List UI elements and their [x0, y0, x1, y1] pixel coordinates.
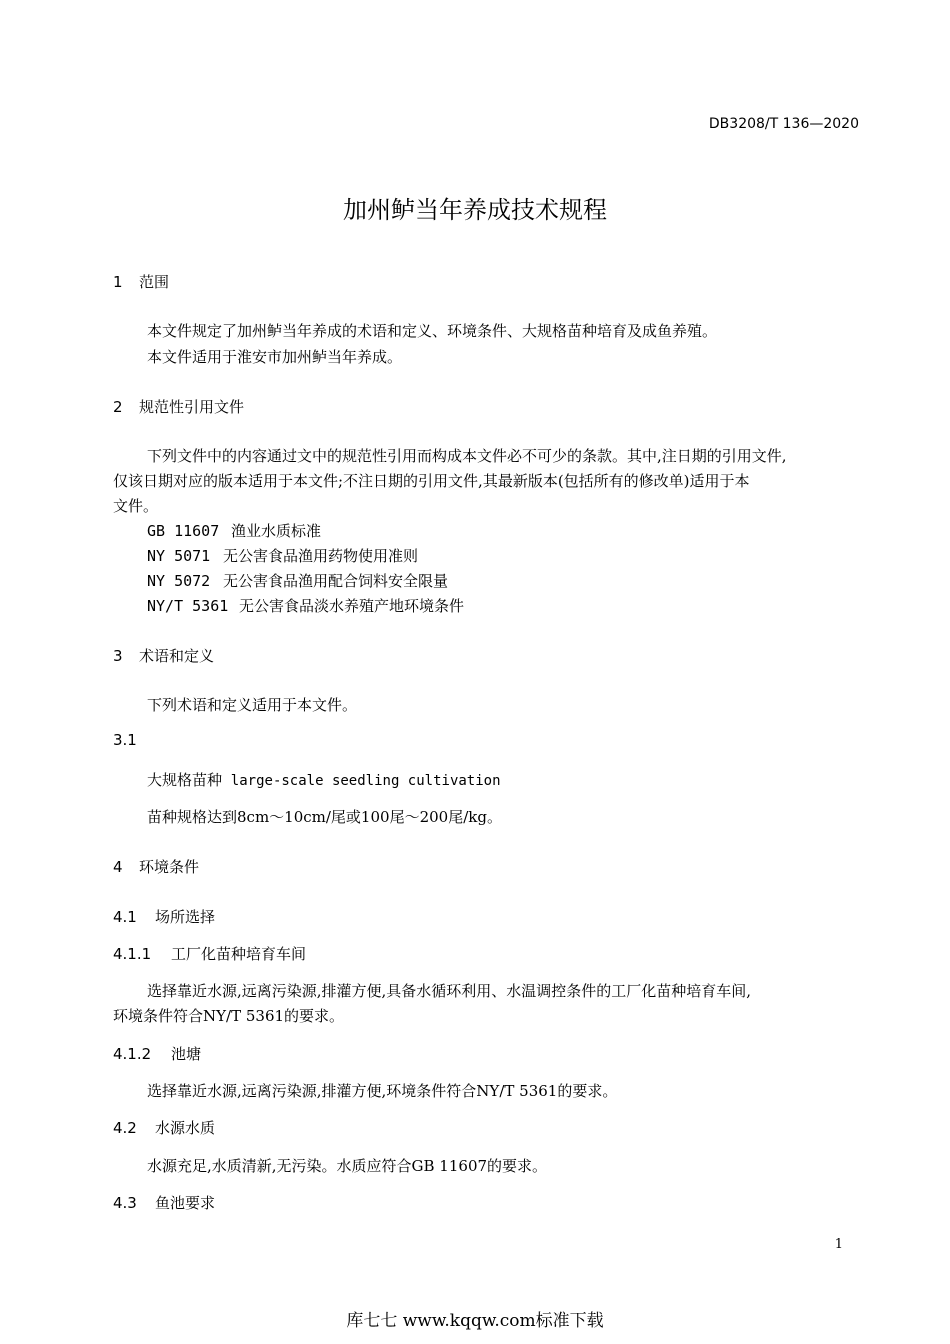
subsection-title: 鱼池要求: [155, 1194, 216, 1212]
subsection-title: 工厂化苗种培育车间: [171, 945, 307, 963]
section-title: 范围: [139, 273, 170, 291]
subsection-number: 3.1: [113, 731, 137, 749]
subsection-4-1-1-heading: [113, 943, 306, 964]
page-title: 加州鲈当年养成技术规程: [343, 196, 607, 224]
document-code: DB3208/T 136—2020: [708, 116, 859, 132]
term-english: large-scale seedling cultivation: [230, 773, 501, 789]
section-title: 规范性引用文件: [139, 398, 245, 416]
paragraph-line: 环境条件符合NY/T 5361的要求。: [113, 1007, 345, 1025]
reference-code: GB 11607: [147, 522, 220, 540]
subsection-4-3-heading: [113, 1192, 215, 1213]
section-4-heading: [113, 856, 199, 877]
paragraph-line: 仅该日期对应的版本适用于本文件;不注日期的引用文件,其最新版本(包括所有的修改单)适用于本: [113, 472, 750, 490]
subsection-number: 4.2: [113, 1119, 137, 1137]
subsection-number: 4.1.1: [113, 945, 152, 963]
subsection-number: 4.3: [113, 1194, 137, 1212]
page-number: 1: [834, 1237, 843, 1252]
reference-name: 渔业水质标准: [231, 522, 322, 540]
reference-item: [147, 570, 448, 591]
reference-name: 无公害食品渔用配合饲料安全限量: [223, 572, 449, 590]
subsection-4-1-2-heading: [113, 1043, 201, 1064]
subsection-number: 4.1: [113, 908, 137, 926]
reference-name: 无公害食品淡水养殖产地环境条件: [239, 597, 465, 615]
reference-code: NY/T 5361: [147, 597, 229, 615]
term-entry: [147, 769, 501, 790]
paragraph-line: 下列文件中的内容通过文中的规范性引用而构成本文件必不可少的条款。其中,注日期的引用文件,: [147, 447, 787, 465]
section-number: 1: [113, 273, 123, 291]
subsection-4-2-heading: [113, 1117, 215, 1138]
paragraph: 下列术语和定义适用于本文件。: [147, 696, 358, 714]
paragraph: 选择靠近水源,远离污染源,排灌方便,环境条件符合NY/T 5361的要求。: [147, 1082, 618, 1100]
subsection-4-1-heading: [113, 906, 215, 927]
section-number: 3: [113, 647, 123, 665]
section-2-heading: [113, 396, 244, 417]
reference-name: 无公害食品渔用药物使用准则: [223, 547, 419, 565]
paragraph: 水源充足,水质清新,无污染。水质应符合GB 11607的要求。: [147, 1157, 548, 1175]
term-chinese: 大规格苗种: [147, 771, 223, 789]
subsection-title: 池塘: [171, 1045, 202, 1063]
reference-code: NY 5071: [147, 547, 211, 565]
subsection-title: 场所选择: [155, 908, 216, 926]
reference-item: [147, 595, 464, 616]
term-definition: 苗种规格达到8cm～10cm/尾或100尾～200尾/kg。: [147, 808, 502, 826]
reference-code: NY 5072: [147, 572, 211, 590]
section-title: 环境条件: [139, 858, 200, 876]
section-number: 4: [113, 858, 123, 876]
section-title: 术语和定义: [139, 647, 215, 665]
section-1-heading: [113, 271, 169, 292]
section-number: 2: [113, 398, 123, 416]
paragraph: 本文件适用于淮安市加州鲈当年养成。: [147, 348, 403, 366]
subsection-number: 4.1.2: [113, 1045, 152, 1063]
paragraph-line: 选择靠近水源,远离污染源,排灌方便,具备水循环利用、水温调控条件的工厂化苗种培育车间,: [147, 982, 752, 1000]
paragraph-line: 文件。: [113, 497, 159, 515]
reference-item: [147, 520, 321, 541]
section-3-heading: [113, 645, 214, 666]
subsection-title: 水源水质: [155, 1119, 216, 1137]
paragraph: 本文件规定了加州鲈当年养成的术语和定义、环境条件、大规格苗种培育及成鱼养殖。: [147, 322, 718, 340]
footer-watermark: 库七七 www.kqqw.com标准下载: [346, 1311, 604, 1331]
reference-item: [147, 545, 418, 566]
